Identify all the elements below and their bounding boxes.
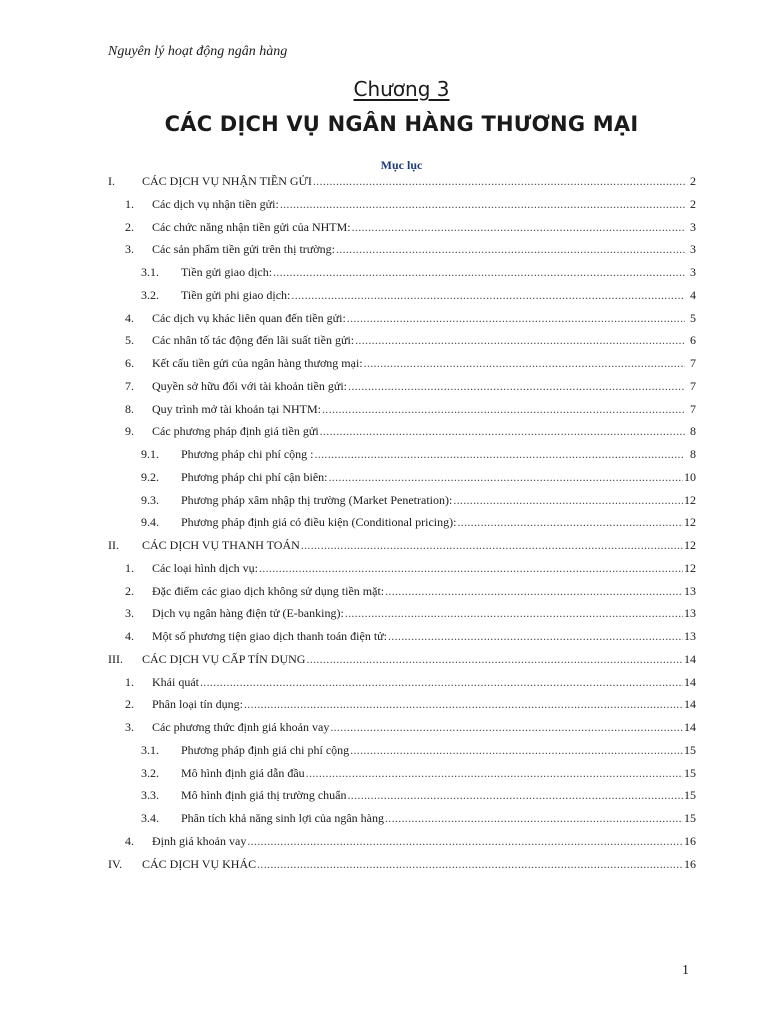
toc-entry-title: Phân tích khả năng sinh lợi của ngân hàng	[181, 811, 384, 825]
toc-entry-title: Phương pháp định giá chi phí cộng	[181, 742, 350, 757]
toc-entry-title: Các chức năng nhận tiền gửi của NHTM:	[152, 219, 351, 234]
toc-entry[interactable]	[108, 766, 696, 789]
toc-entry-number: IV.	[108, 856, 123, 871]
toc-entry[interactable]	[108, 174, 696, 197]
toc-entry-title: CÁC DỊCH VỤ CẤP TÍN DỤNG	[142, 651, 306, 666]
toc-dot-leader	[259, 561, 683, 576]
toc-dot-leader	[244, 697, 683, 712]
toc-entry-page: 13	[684, 629, 696, 643]
toc-entry[interactable]	[108, 333, 696, 356]
toc-entry[interactable]	[108, 720, 696, 743]
toc-entry[interactable]	[108, 857, 696, 880]
toc-entry-title: Kết cấu tiền gửi của ngân hàng thương mại:	[152, 356, 363, 370]
toc-entry-page: 2	[690, 174, 696, 188]
toc-entry[interactable]	[108, 811, 696, 834]
toc-dot-leader	[280, 197, 685, 212]
toc-entry-number: 1.	[125, 674, 134, 689]
toc-entry-number: 3.2.	[141, 765, 159, 780]
toc-entry-title: Quy trình mở tài khoản tại NHTM:	[152, 401, 321, 416]
toc-entry[interactable]	[108, 242, 696, 265]
toc-dot-leader	[273, 265, 685, 280]
toc-dot-leader	[385, 584, 683, 599]
page-number: 1	[682, 963, 689, 978]
toc-entry-number: 3.1.	[141, 742, 159, 757]
toc-entry-page: 14	[684, 674, 696, 689]
toc-entry-page: 13	[684, 606, 696, 621]
toc-entry-page: 16	[684, 856, 696, 871]
toc-entry-page: 4	[690, 287, 696, 302]
toc-entry[interactable]	[108, 288, 696, 311]
toc-entry[interactable]	[108, 561, 696, 584]
toc-entry-number: 6.	[125, 356, 134, 370]
toc-entry-page: 7	[690, 401, 696, 416]
toc-entry-title: Mô hình định giá thị trường chuẩn	[181, 788, 347, 803]
toc-entry-number: II.	[108, 538, 119, 552]
toc-entry-page: 15	[684, 788, 696, 803]
toc-entry-page: 10	[684, 469, 696, 484]
toc-entry-number: 3.1.	[141, 265, 159, 279]
toc-entry-number: I.	[108, 174, 115, 188]
toc-entry-page: 5	[690, 310, 696, 325]
toc-dot-leader	[457, 515, 683, 530]
toc-entry-title: CÁC DỊCH VỤ THANH TOÁN	[142, 538, 300, 552]
toc-entry-page: 14	[684, 697, 696, 712]
toc-dot-leader	[345, 606, 683, 621]
toc-entry[interactable]	[108, 197, 696, 220]
toc-dot-leader	[350, 743, 683, 758]
toc-dot-leader	[453, 493, 683, 508]
toc-entry-number: 9.4.	[141, 515, 159, 530]
toc-dot-leader	[257, 857, 683, 872]
toc-entry-number: 5.	[125, 333, 134, 348]
toc-entry-title: Các dịch vụ nhận tiền gửi:	[152, 196, 279, 211]
toc-entry[interactable]	[108, 652, 696, 675]
toc-entry[interactable]	[108, 788, 696, 811]
toc-entry-number: 7.	[125, 378, 134, 393]
toc-entry[interactable]	[108, 675, 696, 698]
running-header: Nguyên lý hoạt động ngân hàng	[108, 44, 288, 59]
toc-entry-title: Dịch vụ ngân hàng điện tử (E-banking):	[152, 606, 344, 621]
toc-entry-page: 3	[690, 265, 696, 279]
toc-entry-page: 6	[690, 333, 696, 348]
toc-entry-number: 4.	[125, 310, 134, 325]
table-of-contents	[108, 174, 696, 879]
toc-entry-page: 15	[684, 765, 696, 780]
toc-entry-number: 3.2.	[141, 287, 159, 302]
toc-entry-number: 3.	[125, 242, 134, 257]
toc-entry[interactable]	[108, 697, 696, 720]
toc-dot-leader	[352, 220, 685, 235]
toc-entry-title: Tiền gửi phi giao dịch:	[181, 287, 291, 302]
toc-entry[interactable]	[108, 584, 696, 607]
toc-entry[interactable]	[108, 402, 696, 425]
toc-entry-title: Các phương thức định giá khoản vay	[152, 720, 330, 734]
toc-entry-page: 2	[690, 196, 696, 211]
toc-entry-number: 3.	[125, 606, 134, 621]
toc-dot-leader	[347, 311, 685, 326]
toc-dot-leader	[306, 652, 683, 667]
toc-dot-leader	[291, 288, 685, 303]
toc-entry-number: 8.	[125, 401, 134, 416]
toc-entry-title: Các nhân tố tác động đến lãi suất tiền gửi:	[152, 333, 355, 348]
toc-entry[interactable]	[108, 629, 696, 652]
toc-dot-leader	[247, 834, 683, 849]
toc-entry[interactable]	[108, 311, 696, 334]
toc-entry-title: Định giá khoản vay	[152, 833, 247, 848]
toc-entry-title: CÁC DỊCH VỤ KHÁC	[142, 856, 257, 871]
toc-dot-leader	[301, 538, 683, 553]
toc-dot-leader	[336, 242, 685, 257]
toc-dot-leader	[320, 424, 685, 439]
toc-entry-title: Phương pháp xâm nhập thị trường (Market Penetration):	[181, 492, 453, 507]
toc-entry-page: 8	[690, 424, 696, 439]
toc-entry-number: 3.	[125, 720, 134, 734]
toc-entry-number: 9.1.	[141, 447, 159, 461]
toc-entry-page: 3	[690, 219, 696, 234]
toc-entry-title: Phương pháp chi phí cộng :	[181, 447, 314, 461]
toc-entry-page: 14	[684, 651, 696, 666]
toc-entry[interactable]	[108, 606, 696, 629]
toc-entry-page: 7	[690, 378, 696, 393]
toc-entry[interactable]	[108, 470, 696, 493]
toc-entry-page: 12	[684, 538, 696, 552]
toc-dot-leader	[200, 675, 683, 690]
toc-dot-leader	[385, 811, 683, 826]
toc-entry[interactable]	[108, 379, 696, 402]
toc-dot-leader	[330, 720, 683, 735]
toc-dot-leader	[348, 788, 684, 803]
toc-entry-page: 7	[690, 356, 696, 370]
toc-entry-number: 1.	[125, 560, 134, 575]
toc-entry-page: 13	[684, 583, 696, 598]
toc-entry-number: 1.	[125, 196, 134, 211]
toc-entry-number: 2.	[125, 219, 134, 234]
toc-entry-title: Các sản phẩm tiền gửi trên thị trường:	[152, 242, 335, 257]
toc-entry[interactable]	[108, 743, 696, 766]
toc-dot-leader	[313, 174, 685, 189]
toc-entry[interactable]	[108, 447, 696, 470]
toc-entry-number: 4.	[125, 629, 134, 643]
toc-entry-page: 15	[684, 811, 696, 825]
toc-entry-title: Một số phương tiện giao dịch thanh toán điện tử:	[152, 629, 387, 643]
toc-entry[interactable]	[108, 424, 696, 447]
toc-entry-page: 12	[684, 492, 696, 507]
toc-entry-title: Đặc điểm các giao dịch không sử dụng tiền mặt:	[152, 583, 385, 598]
toc-entry-number: 3.3.	[141, 788, 159, 803]
toc-entry-title: Các loại hình dịch vụ:	[152, 560, 258, 575]
toc-dot-leader	[306, 766, 683, 781]
toc-entry-number: 2.	[125, 697, 134, 712]
toc-entry-title: CÁC DỊCH VỤ NHẬN TIỀN GỬI	[142, 174, 312, 188]
toc-dot-leader	[355, 333, 685, 348]
toc-entry[interactable]	[108, 538, 696, 561]
toc-entry-page: 16	[684, 833, 696, 848]
toc-dot-leader	[329, 470, 684, 485]
chapter-label: Chương 3	[353, 77, 450, 101]
toc-entry[interactable]	[108, 265, 696, 288]
toc-entry-title: Phương pháp chi phí cận biên:	[181, 469, 328, 484]
toc-dot-leader	[348, 379, 685, 394]
toc-entry-number: 9.2.	[141, 469, 159, 484]
toc-entry-page: 12	[684, 515, 696, 530]
toc-entry-title: Phương pháp định giá có điều kiện (Conditional pricing):	[181, 515, 457, 530]
toc-entry-number: 2.	[125, 583, 134, 598]
toc-dot-leader	[322, 402, 685, 417]
toc-entry-number: 4.	[125, 833, 134, 848]
toc-entry-title: Các phương pháp định giá tiền gửi	[152, 424, 319, 439]
toc-entry[interactable]	[108, 493, 696, 516]
toc-entry[interactable]	[108, 834, 696, 857]
toc-entry-page: 8	[690, 447, 696, 461]
toc-heading: Mục lục	[380, 158, 423, 172]
toc-entry-page: 3	[690, 242, 696, 257]
toc-entry-title: Khái quát	[152, 674, 199, 689]
toc-entry-number: 9.	[125, 424, 134, 439]
toc-entry-number: III.	[108, 651, 123, 666]
toc-entry-page: 12	[684, 560, 696, 575]
toc-entry-title: Các dịch vụ khác liên quan đến tiền gửi:	[152, 310, 346, 325]
toc-entry-title: Tiền gửi giao dịch:	[181, 265, 273, 279]
toc-entry-title: Quyền sở hữu đối với tài khoản tiền gửi:	[152, 378, 348, 393]
chapter-title: CÁC DỊCH VỤ NGÂN HÀNG THƯƠNG MẠI	[164, 112, 639, 136]
toc-entry[interactable]	[108, 515, 696, 538]
toc-entry[interactable]	[108, 220, 696, 243]
toc-dot-leader	[364, 356, 685, 371]
toc-entry-number: 3.4.	[141, 811, 159, 825]
toc-entry-title: Mô hình định giá dẫn đầu	[181, 765, 305, 780]
toc-entry-title: Phân loại tín dụng:	[152, 697, 243, 712]
toc-dot-leader	[315, 447, 685, 462]
toc-entry-number: 9.3.	[141, 492, 159, 507]
toc-dot-leader	[388, 629, 683, 644]
toc-entry[interactable]	[108, 356, 696, 379]
toc-entry-page: 15	[684, 742, 696, 757]
toc-entry-page: 14	[684, 720, 696, 734]
